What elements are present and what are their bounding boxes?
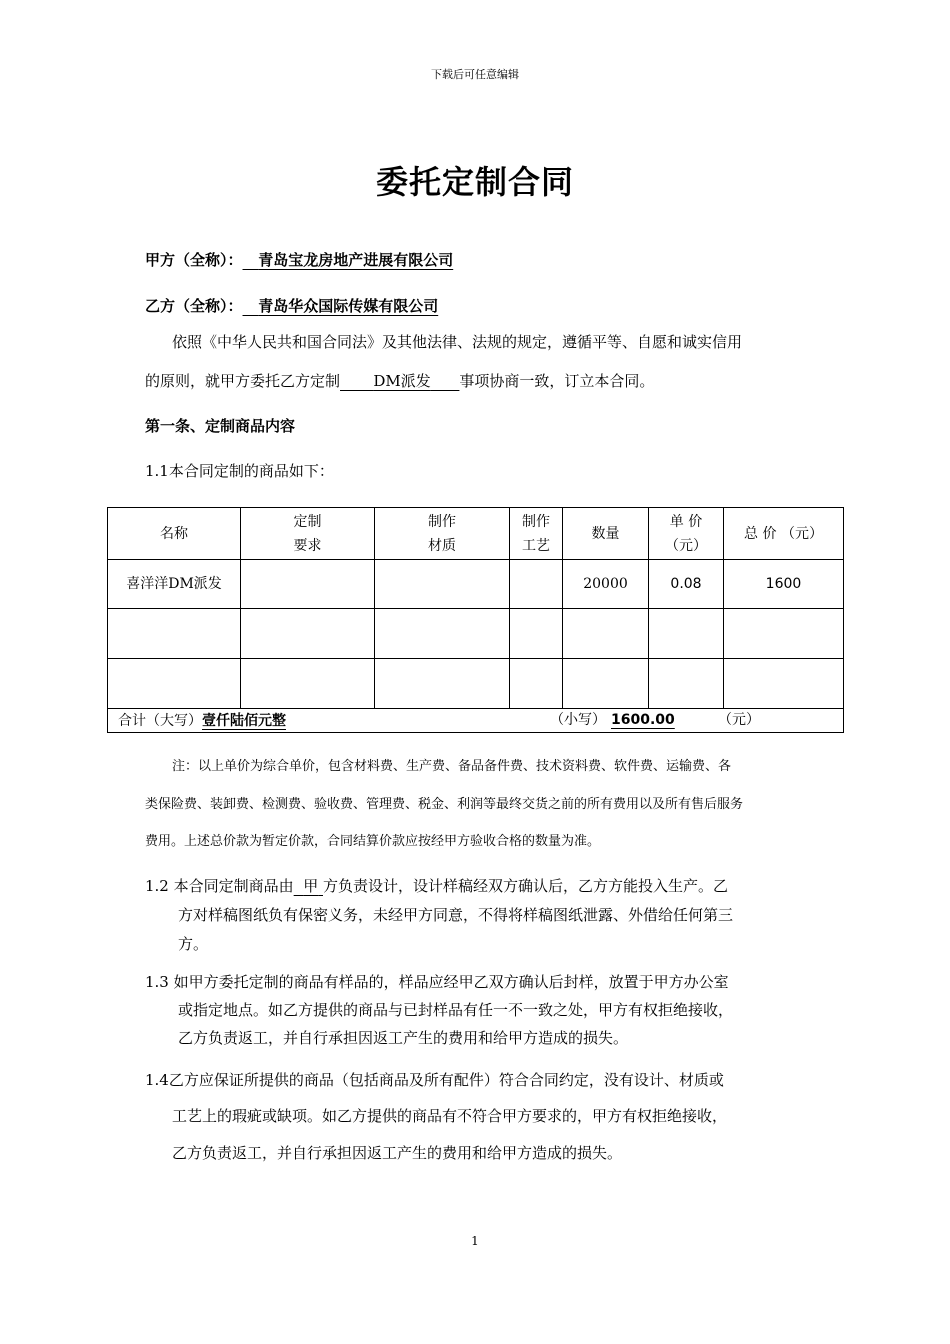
party-b-line <box>145 295 438 316</box>
header-requirement: 定制 要求 <box>241 508 375 560</box>
note-line-3: 费用。上述总价款为暂定价款，合同结算价款应按经甲方验收合格的数量为准。 <box>145 834 601 849</box>
party-a-line <box>145 249 453 270</box>
party-a-name: 青岛宝龙房地产进展有限公司 <box>258 251 454 269</box>
clause-1-2-line-3: 方。 <box>178 935 209 953</box>
intro-item: DM派发 <box>373 372 431 390</box>
intro-line-1: 依照《中华人民共和国合同法》及其他法律、法规的规定，遵循平等、自愿和诚实信用 <box>172 333 743 351</box>
row1-material <box>375 560 510 609</box>
sum-small: 1600.00 <box>611 712 675 728</box>
header-quantity: 数量 <box>563 508 649 560</box>
note-line-1: 注：以上单价为综合单价，包含材料费、生产费、备品备件费、技术资料费、软件费、运输费、各 <box>172 759 732 774</box>
clause-1-3-line-2: 或指定地点。如乙方提供的商品与已封样品有任一不一致之处，甲方有权拒绝接收， <box>178 1001 734 1019</box>
clause-1-4-line-1: 1.4乙方应保证所提供的商品（包括商品及所有配件）符合合同约定，没有设计、材质或 <box>145 1071 724 1089</box>
row1-unit-price: 0.08 <box>649 560 724 609</box>
table-header-row <box>108 508 844 560</box>
document-title: 委托定制合同 <box>375 163 574 201</box>
party-b-label: 乙方（全称）： <box>145 297 243 315</box>
article-1-title: 第一条、定制商品内容 <box>145 417 296 435</box>
intro-line-2 <box>145 370 654 391</box>
party-a-label: 甲方（全称）： <box>145 251 243 269</box>
goods-table <box>107 507 844 733</box>
header-total-price: 总 价 （元） <box>724 508 844 560</box>
note-line-2: 类保险费、装卸费、检测费、验收费、管理费、税金、利润等最终交货之前的所有费用以及所有售后服务 <box>145 797 744 812</box>
sum-upper: 壹仟陆佰元整 <box>202 712 286 729</box>
clause-1-2-line-2: 方对样稿图纸负有保密义务，未经甲方同意，不得将样稿图纸泄露、外借给任何第三 <box>178 906 734 924</box>
sum-label: 合计（大写） <box>118 712 202 729</box>
table-sum-row <box>108 709 844 733</box>
row1-craft <box>510 560 563 609</box>
intro-pre: 的原则，就甲方委托乙方定制 <box>145 372 341 390</box>
clause-1-4-line-2: 工艺上的瑕疵或缺项。如乙方提供的商品有不符合甲方要求的，甲方有权拒绝接收， <box>172 1107 728 1125</box>
clause-1-3-line-3: 乙方负责返工，并自行承担因返工产生的费用和给甲方造成的损失。 <box>178 1029 629 1047</box>
table-row <box>108 609 844 659</box>
row1-total-price: 1600 <box>724 560 844 609</box>
clause-1-3-line-1: 1.3 如甲方委托定制的商品有样品的，样品应经甲乙双方确认后封样，放置于甲方办公室 <box>145 973 729 991</box>
table-row <box>108 659 844 709</box>
row1-name: 喜洋洋DM派发 <box>108 560 241 609</box>
table-row <box>108 560 844 609</box>
page-header: 下载后可任意编辑 <box>431 68 519 81</box>
row1-quantity: 20000 <box>563 560 649 609</box>
clause-1-2-line-1: 1.2 本合同定制商品由 甲 方负责设计，设计样稿经双方确认后，乙方方能投入生产。乙 <box>145 877 729 895</box>
header-unit-price: 单 价 （元） <box>649 508 724 560</box>
sum-unit: （元） <box>718 712 760 728</box>
clause-1-1: 1.1本合同定制的商品如下： <box>145 462 334 480</box>
header-craft: 制作 工艺 <box>510 508 563 560</box>
clause-1-4-line-3: 乙方负责返工，并自行承担因返工产生的费用和给甲方造成的损失。 <box>172 1144 623 1162</box>
header-material: 制作 材质 <box>375 508 510 560</box>
page-number: 1 <box>471 1234 479 1248</box>
sum-small-label: （小写） <box>550 712 606 728</box>
intro-post: 事项协商一致，订立本合同。 <box>459 372 655 390</box>
header-name: 名称 <box>108 508 241 560</box>
party-b-name: 青岛华众国际传媒有限公司 <box>258 297 439 315</box>
row1-requirement <box>241 560 375 609</box>
